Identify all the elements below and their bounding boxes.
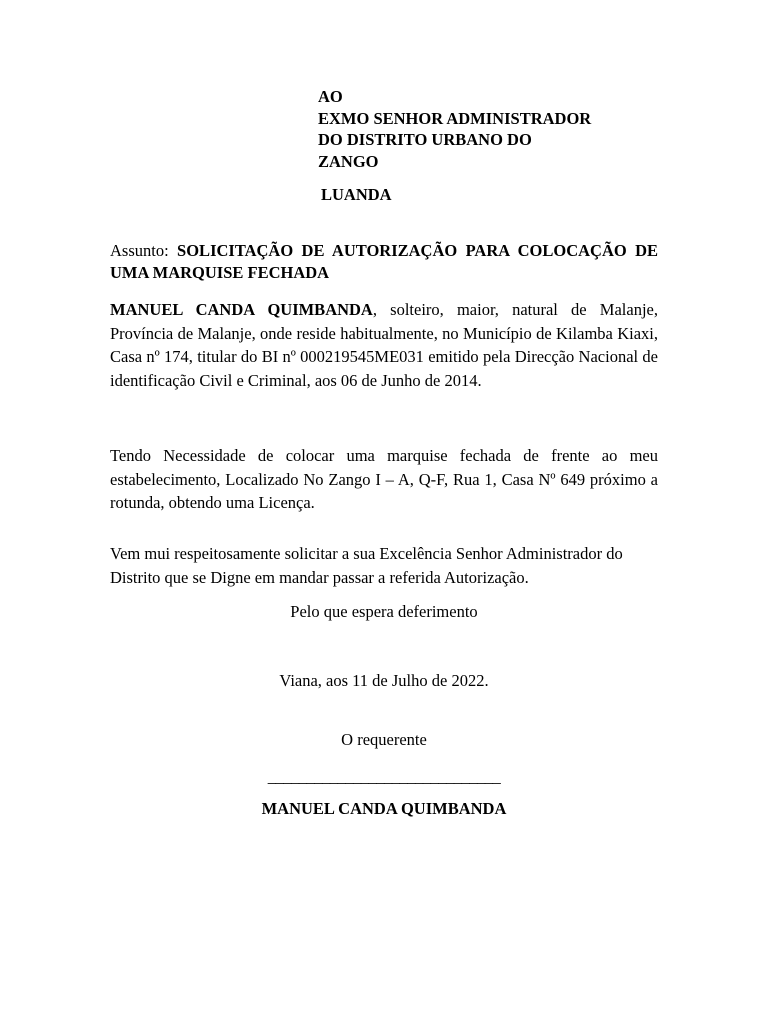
closing-text: Pelo que espera deferimento	[290, 602, 478, 621]
necessity-paragraph: Tendo Necessidade de colocar uma marquise fechada de frente ao meu estabelecimento, Localizado No Zango I – A, Q-F, Rua 1, Casa Nº 649 próximo a rotunda, obtendo uma Licença.	[110, 446, 658, 512]
addressee-block	[318, 86, 591, 172]
subject-label: Assunto:	[110, 241, 169, 260]
addressee-line: AO	[318, 87, 343, 106]
addressee-line: ZANGO	[318, 151, 379, 171]
signer-name: MANUEL CANDA QUIMBANDA	[261, 799, 507, 818]
applicant-name: MANUEL CANDA QUIMBANDA	[110, 300, 373, 319]
addressee-city: LUANDA	[321, 185, 392, 204]
identification-paragraph	[110, 298, 658, 392]
subject-paragraph	[110, 240, 658, 283]
subject-text: SOLICITAÇÃO DE AUTORIZAÇÃO PARA COLOCAÇÃO DE UMA MARQUISE FECHADA	[110, 241, 658, 282]
identification-text: , solteiro, maior, natural de Malanje, Província de Malanje, onde reside habitualmente, no Município de Kilamba Kiaxi, Casa nº 174, titular do BI nº 000219545ME031 emitido pela Direcção Nacional de identificação Civil e Criminal, aos 06 de Junho de 2014.	[110, 300, 658, 390]
addressee-line: EXMO SENHOR ADMINISTRADOR	[318, 108, 592, 128]
date-line: Viana, aos 11 de Julho de 2022.	[279, 671, 489, 690]
addressee-line: DO DISTRITO URBANO DO	[318, 130, 532, 149]
request-paragraph: Vem mui respeitosamente solicitar a sua Excelência Senhor Administrador do Distrito que se Digne em mandar passar a referida Autorização.	[110, 544, 623, 587]
signature-line: ______________________________	[267, 767, 501, 786]
requester-role: O requerente	[341, 730, 427, 749]
